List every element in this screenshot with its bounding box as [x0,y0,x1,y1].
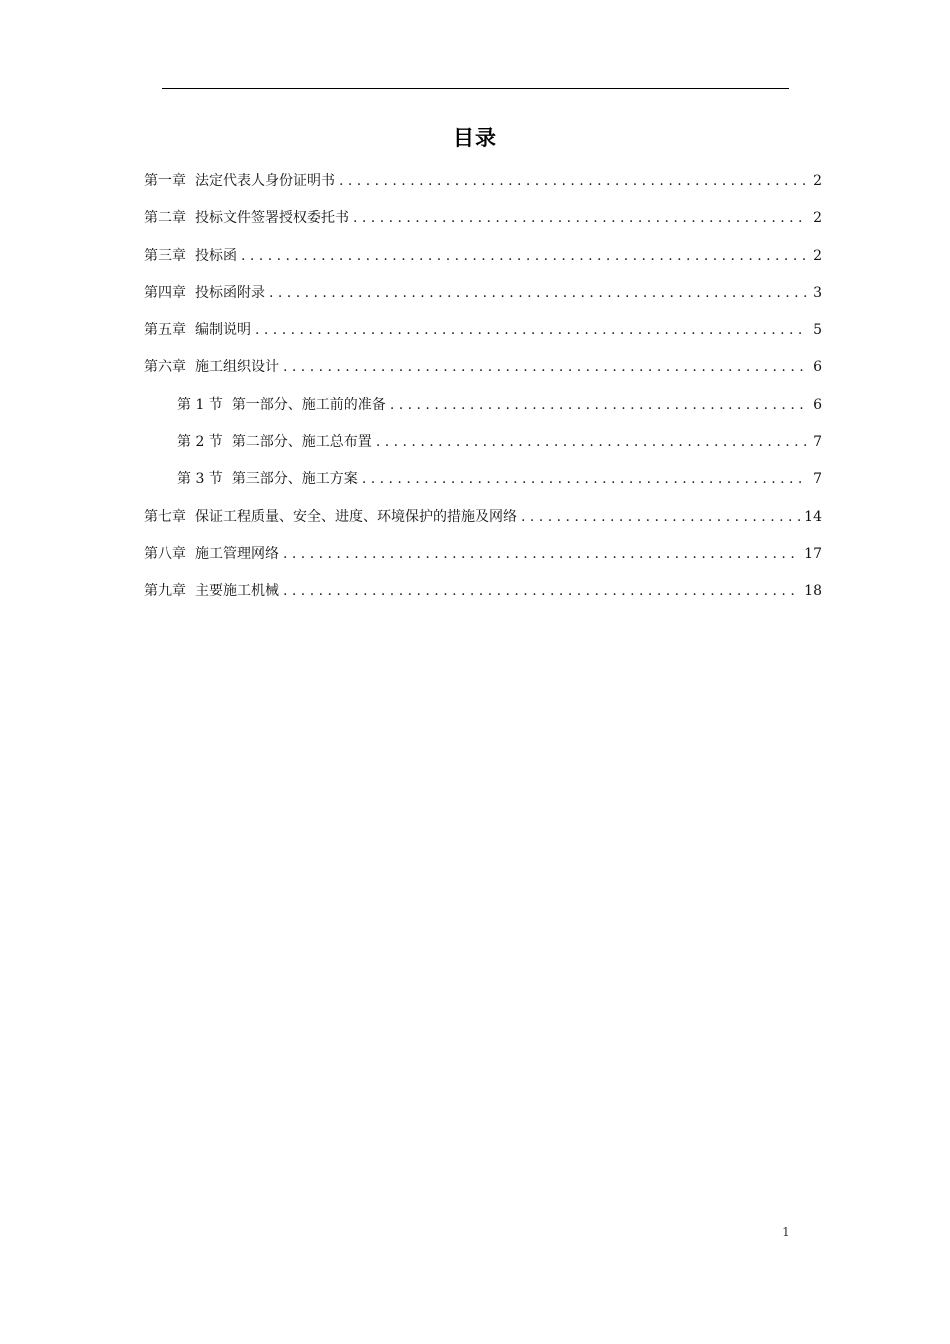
toc-entry-chapter-1[interactable] [144,169,822,206]
toc-entry-number: 第八章 [144,545,186,562]
toc-leader-dots [339,169,808,193]
toc-entry-chapter-4[interactable] [144,281,822,318]
toc-entry-number: 第七章 [144,508,186,525]
toc-entry-number: 第九章 [144,583,186,600]
toc-entry-page: 7 [813,434,822,451]
toc-leader-dots [283,355,808,379]
toc-entry-title: 第一部分、施工前的准备 [231,396,386,413]
toc-entry-number: 第四章 [144,284,186,301]
toc-leader-dots [283,542,800,566]
toc-leader-dots [362,467,808,491]
toc-entry-page: 7 [813,471,822,488]
toc-entry-chapter-8[interactable] [144,542,822,579]
toc-entry-number: 第 1 节 [177,396,223,413]
toc-entry-page: 2 [813,173,822,189]
toc-entry-title: 第二部分、施工总布置 [231,434,372,451]
toc-entry-number: 第二章 [144,210,186,227]
toc-entry-page: 3 [813,284,822,301]
toc-entry-title: 施工组织设计 [195,359,279,376]
toc-entry-chapter-3[interactable] [144,244,822,281]
toc-entry-title: 投标函 [195,247,237,264]
toc-leader-dots [283,579,800,603]
toc-leader-dots [255,318,808,342]
toc-entry-section-1[interactable] [144,393,822,430]
toc-entry-number: 第六章 [144,359,186,376]
toc-entry-page: 5 [813,322,822,339]
toc-leader-dots [241,244,808,268]
toc-entry-chapter-9[interactable] [144,579,822,616]
toc-list [144,169,822,617]
toc-leader-dots [269,281,808,305]
toc-leader-dots [353,206,808,230]
toc-entry-number: 第一章 [144,173,186,189]
toc-entry-title: 投标文件签署授权委托书 [195,210,349,227]
toc-entry-title: 投标函附录 [195,284,265,301]
toc-entry-page: 17 [804,545,822,562]
toc-entry-title: 主要施工机械 [195,583,279,600]
toc-leader-dots [521,505,800,529]
header-rule [162,88,789,89]
toc-entry-section-3[interactable] [144,467,822,504]
toc-entry-page: 2 [813,210,822,227]
toc-entry-number: 第 3 节 [177,471,223,488]
toc-entry-title: 第三部分、施工方案 [231,471,358,488]
toc-entry-chapter-6[interactable] [144,355,822,392]
toc-entry-page: 2 [813,247,822,264]
toc-entry-title: 保证工程质量、安全、进度、环境保护的措施及网络 [195,508,517,525]
toc-entry-chapter-5[interactable] [144,318,822,355]
toc-entry-page: 18 [804,583,822,600]
toc-entry-title: 法定代表人身份证明书 [195,173,335,189]
toc-entry-number: 第 2 节 [177,434,223,451]
toc-entry-title: 编制说明 [195,322,251,339]
toc-entry-page: 14 [804,508,822,525]
toc-entry-chapter-2[interactable] [144,206,822,243]
toc-title: 目录 [453,126,497,150]
toc-entry-number: 第五章 [144,322,186,339]
toc-leader-dots [390,393,808,417]
page-number: 1 [782,1225,790,1239]
toc-entry-page: 6 [813,359,822,376]
toc-leader-dots [376,430,808,454]
toc-entry-title: 施工管理网络 [195,545,279,562]
toc-entry-page: 6 [813,396,822,413]
toc-entry-section-2[interactable] [144,430,822,467]
toc-entry-chapter-7[interactable] [144,505,822,542]
toc-entry-number: 第三章 [144,247,186,264]
